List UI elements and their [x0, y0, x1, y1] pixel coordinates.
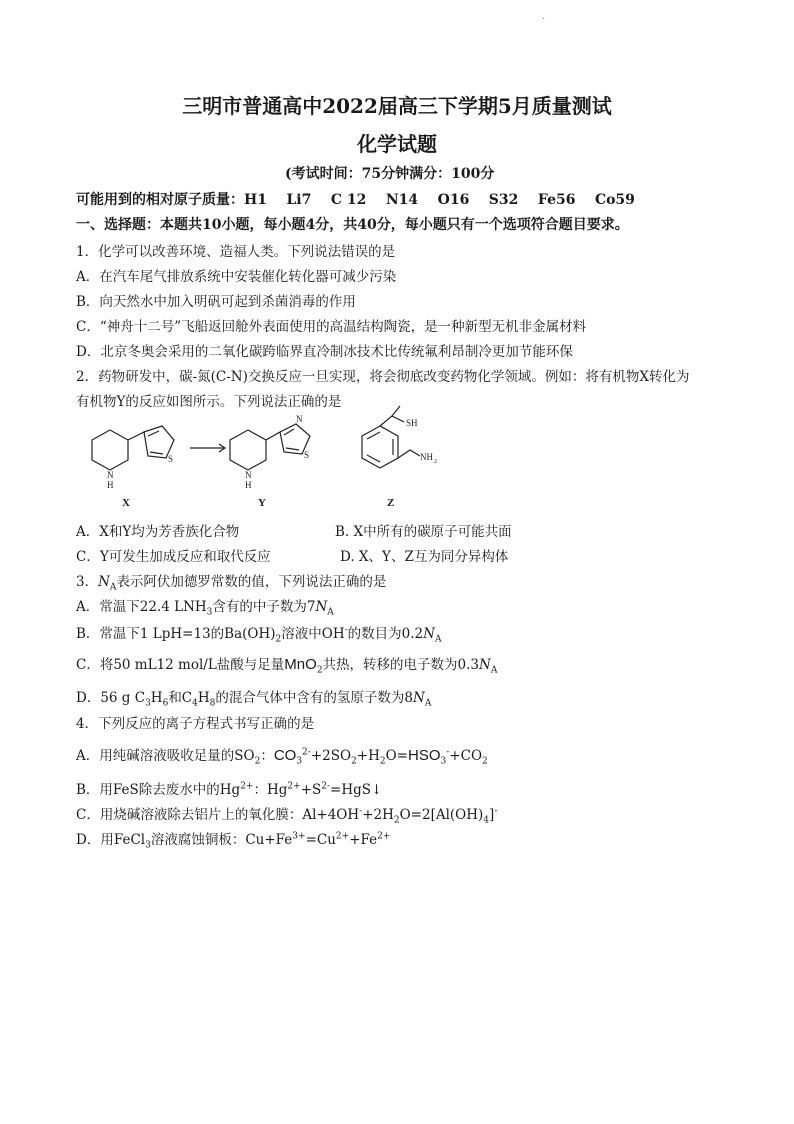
exam-title: 三明市普通高中2022届高三下学期5月质量测试 [182, 94, 612, 118]
label-z: Z [387, 497, 395, 509]
atom-n-ring-y: N [296, 414, 303, 424]
question-2-option-c: C．Y可发生加成反应和取代反应 [76, 549, 271, 565]
question-1-stem: 1．化学可以改善环境、造福人类。下列说法错误的是 [76, 244, 396, 260]
question-1-option-b: B．向天然水中加入明矾可起到杀菌消毒的作用 [76, 294, 356, 310]
question-1-option-d: D．北京冬奥会采用的二氧化碳跨临界直冷制冰技术比传统氟利昂制冷更加节能环保 [76, 344, 573, 360]
label-y: Y [258, 497, 266, 509]
question-3-option-c: C．将50 mL12 mol/L盐酸与足量MnO$_2$共热，转移的电子数为$0.3N_A$ [76, 656, 498, 676]
question-3-option-a: A．常温下22.4 $LNH_3$含有的中子数为$7N_A$ [76, 599, 334, 618]
question-1-option-c: C．“神舟十二号”飞船返回舱外表面使用的高温结构陶瓷，是一种新型无机非金属材料 [76, 319, 587, 335]
exam-subtitle: 化学试题 [357, 132, 437, 156]
reaction-figure [70, 414, 470, 510]
question-1-option-a: A．在汽车尾气排放系统中安装催化转化器可减少污染 [76, 269, 397, 285]
question-3-stem: 3．$N_A$表示阿伏加德罗常数的值，下列说法正确的是 [76, 574, 387, 593]
atom-s-y: S [304, 450, 310, 460]
q3-number: 3． [76, 574, 99, 590]
page-mark: · [542, 14, 546, 25]
sh-group: SH [406, 418, 418, 428]
question-4-stem: 4．下列反应的离子方程式书写正确的是 [76, 716, 315, 732]
question-4-option-d: D．用FeCl$_3$溶液腐蚀铜板：$Cu+Fe^{3+}=Cu^{2+}+Fe^{2+}$ [76, 831, 391, 851]
atom-h-x: H [107, 480, 114, 490]
nh2-group: NH [420, 452, 433, 462]
nh2-sub: 2 [434, 459, 437, 465]
question-2-stem-line1: 2．药物研发中，碳-氮(C-N)交换反应一旦实现，将会彻底改变药物化学领域。例如：将有机物X转化为 [76, 369, 690, 385]
exam-info: (考试时间：75分钟满分：100分 [285, 166, 495, 182]
question-4-option-a: A．用纯碱溶液吸收足量的$SO_2$：$CO_3^{2-}+2SO_2+H_2O=HSO_3^-+CO_2$ [76, 747, 488, 767]
question-2-option-b: B. X中所有的碳原子可能共面 [335, 524, 512, 540]
atom-h-y: H [245, 480, 252, 490]
question-2-stem-line2: 有机物Y的反应如图所示。下列说法正确的是 [76, 394, 342, 410]
question-2-option-d: D. X、Y、Z互为同分异构体 [340, 549, 509, 565]
atomic-masses: 可能用到的相对原子质量：H1 Li7 C 12 N14 O16 S32 Fe56 Co59 [76, 192, 635, 208]
question-3-option-b: B．常温下1 LpH=13的$Ba(OH)_2$溶液中OH-的数目为$0.2N_A$ [76, 625, 442, 645]
question-2-option-a: A．X和Y均为芳香族化合物 [76, 524, 240, 540]
atom-s-x: S [168, 454, 174, 464]
question-4-option-b: B．用FeS除去废水中的$Hg^{2+}$：$Hg^{2+}+S^{2-}=HgS↓$ [76, 781, 383, 798]
question-4-option-c: C．用烧碱溶液除去铝片上的氧化膜：$Al+4OH^-+2H_2O=2[Al(OH)_4]^-$ [76, 806, 498, 826]
section-heading: 一、选择题：本题共10小题，每小题4分，共40分，每小题只有一个选项符合题目要求。 [76, 217, 629, 233]
atom-n-x: N [107, 470, 114, 480]
label-x: X [122, 497, 130, 509]
atom-n-y: N [245, 470, 252, 480]
reaction-scheme-svg [70, 414, 470, 510]
question-3-option-d: D．56 g $C_3H_6$和$C_4H_8$的混合气体中含有的氢原子数为$8N_A$ [76, 690, 432, 709]
